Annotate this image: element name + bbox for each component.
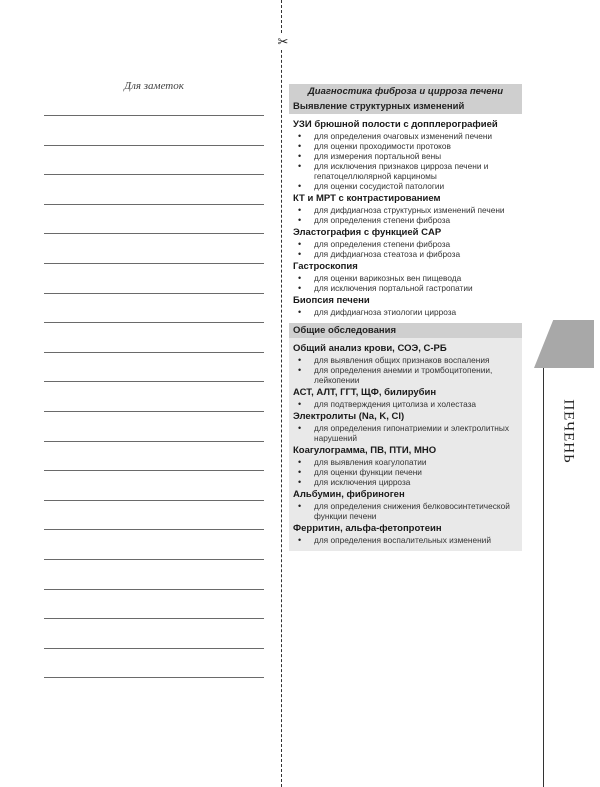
list-item: • для дифдиагноза стеатоза и фиброза (293, 249, 518, 259)
note-line (44, 204, 264, 205)
note-line (44, 529, 264, 530)
note-line (44, 322, 264, 323)
list-item: • для измерения портальной вены (293, 151, 518, 161)
exam-title: Электролиты (Na, K, Cl) (293, 411, 405, 422)
exam-title: АСТ, АЛТ, ГГТ, ЩФ, билирубин (293, 387, 437, 398)
section-body (289, 338, 522, 551)
list-item: • для выявления общих признаков воспаления (293, 355, 518, 365)
exam-group (293, 411, 518, 443)
note-line (44, 618, 264, 619)
exam-purpose-list (293, 535, 518, 545)
list-item: • для исключения портальной гастропатии (293, 283, 518, 293)
exam-purpose-list (293, 355, 518, 385)
exam-group (293, 445, 518, 487)
notes-title: Для заметок (124, 80, 184, 92)
list-item: • для оценки функции печени (293, 467, 518, 477)
list-item: • для определения степени фиброза (293, 215, 518, 225)
exam-group (293, 227, 518, 259)
list-item: • для определения очаговых изменений печени (293, 131, 518, 141)
list-item: • для дифдиагноза структурных изменений печени (293, 205, 518, 215)
exam-group (293, 489, 518, 521)
exam-group (293, 193, 518, 225)
list-item: • для определения воспалительных изменений (293, 535, 518, 545)
exam-purpose-list (293, 239, 518, 259)
chapter-tab (534, 320, 594, 368)
exam-group (293, 261, 518, 293)
note-line (44, 263, 264, 264)
list-item: • для исключения признаков цирроза печени и гепатоцеллюлярной карциномы (293, 161, 518, 181)
note-line (44, 352, 264, 353)
exam-purpose-list (293, 131, 518, 191)
diagnostics-panel (289, 84, 522, 551)
exam-purpose-list (293, 423, 518, 443)
note-line (44, 559, 264, 560)
list-item: • для оценки проходимости протоков (293, 141, 518, 151)
exam-title: Биопсия печени (293, 295, 370, 306)
note-line (44, 411, 264, 412)
note-line (44, 293, 264, 294)
note-line (44, 677, 264, 678)
exam-title: Коагулограмма, ПВ, ПТИ, МНО (293, 445, 437, 456)
list-item: • для подтверждения цитолиза и холестаза (293, 399, 518, 409)
note-line (44, 145, 264, 146)
exam-title: УЗИ брюшной полости с допплерографией (293, 119, 498, 130)
note-line (44, 174, 264, 175)
note-line (44, 500, 264, 501)
panel-title: Диагностика фиброза и цирроза печени (289, 84, 522, 99)
exam-purpose-list (293, 273, 518, 293)
exam-title: Альбумин, фибриноген (293, 489, 405, 500)
note-line (44, 470, 264, 471)
cut-line (281, 0, 282, 787)
list-item: • для определения гипонатриемии и электролитных нарушений (293, 423, 518, 443)
chapter-label (542, 376, 594, 486)
exam-purpose-list (293, 399, 518, 409)
note-line (44, 233, 264, 234)
chapter-label-text: ПЕЧЕНЬ (560, 398, 577, 464)
note-line (44, 381, 264, 382)
section-body (289, 114, 522, 323)
exam-group (293, 295, 518, 317)
note-line (44, 589, 264, 590)
exam-purpose-list (293, 457, 518, 487)
list-item: • для исключения цирроза (293, 477, 518, 487)
list-item: • для дифдиагноза этиологии цирроза (293, 307, 518, 317)
exam-group (293, 119, 518, 191)
section-heading: Выявление структурных изменений (289, 99, 522, 114)
list-item: • для оценки сосудистой патологии (293, 181, 518, 191)
exam-title: КТ и МРТ с контрастированием (293, 193, 441, 204)
exam-group (293, 523, 518, 545)
list-item: • для определения снижения белковосинтетической функции печени (293, 501, 518, 521)
exam-purpose-list (293, 307, 518, 317)
exam-title: Общий анализ крови, СОЭ, С-РБ (293, 343, 447, 354)
note-line (44, 648, 264, 649)
scissors-icon: ✂ (277, 34, 289, 49)
exam-purpose-list (293, 205, 518, 225)
list-item: • для оценки варикозных вен пищевода (293, 273, 518, 283)
note-line (44, 115, 264, 116)
note-line (44, 441, 264, 442)
exam-group (293, 387, 518, 409)
exam-title: Эластография с функцией CAP (293, 227, 442, 238)
exam-title: Ферритин, альфа-фетопротеин (293, 523, 442, 534)
exam-title: Гастроскопия (293, 261, 358, 272)
exam-group (293, 343, 518, 385)
panel-sections (289, 99, 522, 551)
list-item: • для определения анемии и тромбоцитопении, лейкопении (293, 365, 518, 385)
list-item: • для выявления коагулопатии (293, 457, 518, 467)
section-heading: Общие обследования (289, 323, 522, 338)
exam-purpose-list (293, 501, 518, 521)
list-item: • для определения степени фиброза (293, 239, 518, 249)
